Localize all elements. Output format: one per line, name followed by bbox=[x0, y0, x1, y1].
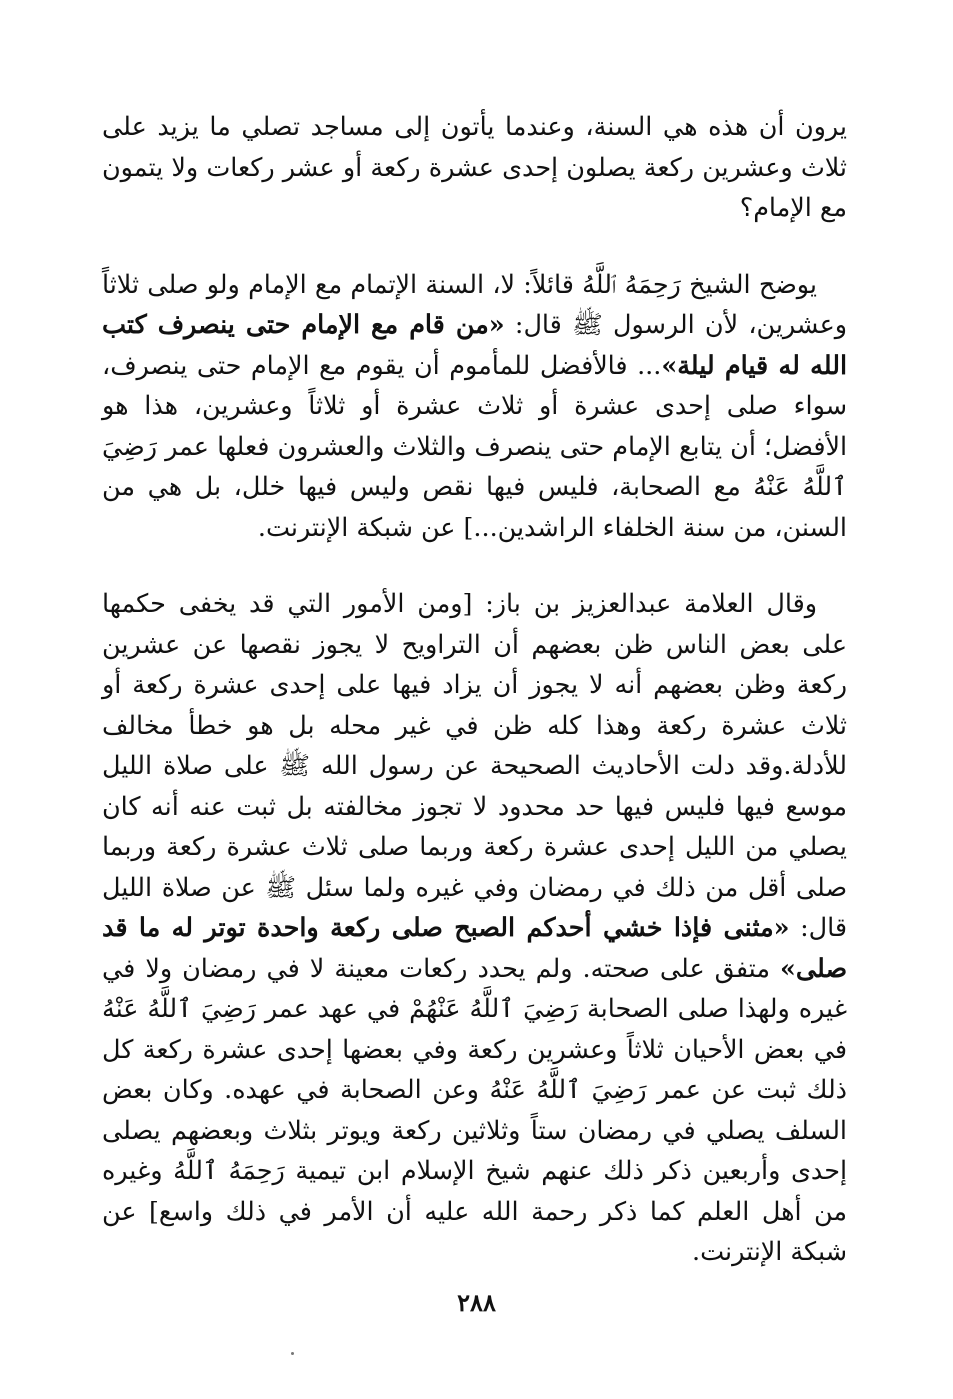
paragraph-2-text-a: يوضح الشيخ رَحِمَهُ ٱللَّهُ قائلاً: لا، السنة الإتمام مع الإمام ولو صلى ثلاثاً وعشرين، لأن الرسول ﷺ قال: bbox=[102, 268, 847, 339]
paragraph-3-text-b: متفق على صحته. ولم يحدد ركعات معينة لا في رمضان ولا في غيره ولهذا صلى الصحابة رَضِيَ ٱللَّهُ عَنْهُمْ في عهد عمر رَضِيَ ٱللَّهُ عَنْهُ في بعض الأحيان ثلاثاً وعشرين ركعة وفي بعضها إحدى عشرة ركعة كل ذلك ثبت عن عمر رَضِيَ ٱللَّهُ عَنْهُ وعن الصحابة في عهده. وكان بعض السلف يصلي في رمضان ستاً وثلاثين ركعة ويوتر بثلاث وبعضهم يصلى إحدى وأربعين ذكر ذلك عنهم شيخ الإسلام ابن تيمية رَحِمَهُ ٱللَّهُ وغيره من أهل العلم كما ذكر رحمة الله عليه أن الأمر في ذلك واسع] عن شبكة الإنترنت. bbox=[102, 952, 847, 1266]
hadith-quote-1: «من قام مع الإمام حتى ينصرف كتب الله له قيام ليلة» bbox=[102, 309, 847, 380]
paragraph-2 bbox=[102, 264, 847, 548]
paragraph-3 bbox=[102, 583, 847, 1272]
paragraph-3-text-a: وقال العلامة عبدالعزيز بن باز: [ومن الأمور التي قد يخفى حكمها على بعض الناس ظن بعضهم أن التراويح لا يجوز نقصها عن عشرين ركعة وظن بعضهم أنه لا يجوز أن يزاد فيها على إحدى عشرة ركعة أو ثلاث عشرة ركعة وهذا كله ظن في غير محله بل هو خطأ مخالف للأدلة.وقد دلت الأحاديث الصحيحة عن رسول الله ﷺ على صلاة الليل موسع فيها فليس فيها حد محدود لا تجوز مخالفته بل ثبت عنه أنه كان يصلي من الليل إحدى عشرة ركعة وربما صلى ثلاث عشرة ركعة وربما صلى أقل من ذلك في رمضان وفي غيره ولما سئل ﷺ عن صلاة الليل قال: bbox=[102, 588, 847, 942]
hadith-quote-2: «مثنى فإذا خشي أحدكم الصبح صلى ركعة واحدة توتر له ما قد صلى» bbox=[102, 912, 847, 983]
scan-speck bbox=[291, 1352, 294, 1355]
paragraph-1 bbox=[102, 106, 847, 228]
page-number: ٢٨٨ bbox=[457, 1288, 496, 1317]
paragraph-2-text-b: ... فالأفضل للمأموم أن يقوم مع الإمام حتى ينصرف، سواء صلى إحدى عشرة أو ثلاث عشرة أو ثلاثاً وعشرين، هذا هو الأفضل؛ أن يتابع الإمام حتى ينصرف والثلاث والعشرون فعلها عمر رَضِيَ ٱللَّهُ عَنْهُ مع الصحابة، فليس فيها نقص وليس فيها خلل، بل هي من السنن، من سنة الخلفاء الراشدين...] عن شبكة الإنترنت. bbox=[102, 349, 847, 542]
paragraph-1-text: يرون أن هذه هي السنة، وعندما يأتون إلى مساجد تصلي ما يزيد على ثلاث وعشرين ركعة يصلون إحدى عشرة ركعة أو عشر ركعات ولا يتمون مع الإمام؟ bbox=[102, 111, 847, 222]
